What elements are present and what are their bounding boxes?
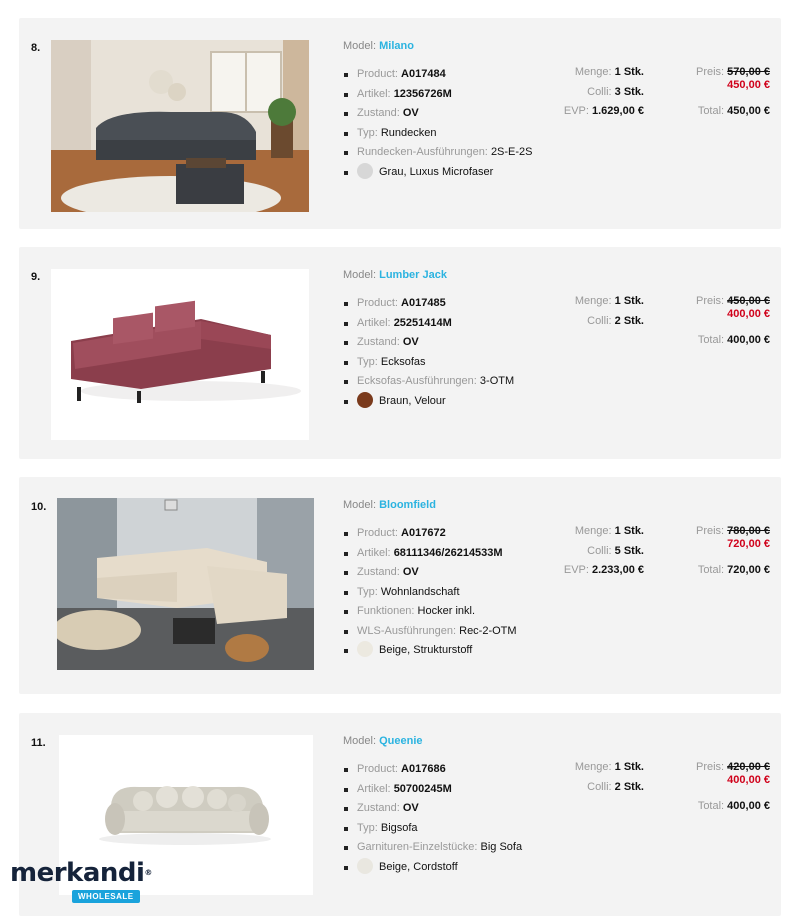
product-card [19, 247, 781, 459]
spec-artikel: Artikel: 50700245M [343, 780, 543, 800]
spec-list [343, 294, 543, 411]
old-price: 420,00 € [727, 761, 770, 773]
spec-zustand: Zustand: OV [343, 799, 543, 819]
quantity-block: Menge: 1 Stk. Colli: 2 Stk. [574, 761, 644, 793]
spec-zustand: Zustand: OV [343, 104, 543, 124]
price-block: Preis: 420,00 € 400,00 € Total: 400,00 € [695, 761, 770, 812]
model-name-link[interactable]: Bloomfield [379, 499, 436, 511]
spec-product: Product: A017686 [343, 760, 543, 780]
new-price: 400,00 € [727, 774, 770, 786]
model-line: Model: Bloomfield [343, 499, 436, 511]
product-image[interactable] [51, 269, 309, 440]
spec-artikel: Artikel: 68111346/26214533M [343, 544, 543, 564]
quantity-block: Menge: 1 Stk. Colli: 3 Stk. EVP: 1.629,00 € [563, 66, 644, 117]
item-number: 8. [31, 42, 41, 54]
spec-artikel: Artikel: 12356726M [343, 85, 543, 105]
spec-list [343, 524, 543, 661]
spec-artikel: Artikel: 25251414M [343, 314, 543, 334]
spec-product: Product: A017672 [343, 524, 543, 544]
spec-product: Product: A017485 [343, 294, 543, 314]
product-card [19, 18, 781, 229]
spec-list [343, 65, 543, 182]
new-price: 400,00 € [727, 308, 770, 320]
product-image[interactable] [57, 498, 314, 670]
product-card [19, 477, 781, 694]
color-swatch [357, 163, 373, 179]
old-price: 450,00 € [727, 295, 770, 307]
item-number: 11. [31, 737, 46, 749]
price-block: Preis: 570,00 € 450,00 € Total: 450,00 € [695, 66, 770, 117]
product-image[interactable] [51, 40, 309, 212]
spec-typ: Typ: Rundecken [343, 124, 543, 144]
spec-variant: Ecksofas-Ausführungen: 3-OTM [343, 372, 543, 392]
total-price: 720,00 € [727, 564, 770, 576]
model-name-link[interactable]: Queenie [379, 735, 423, 747]
merkandi-logo: merkandi® WHOLESALE [10, 858, 152, 901]
color-swatch [357, 641, 373, 657]
spec-typ: Typ: Wohnlandschaft [343, 583, 543, 603]
old-price: 570,00 € [727, 66, 770, 78]
total-price: 400,00 € [727, 334, 770, 346]
spec-color: Beige, Cordstoff [343, 858, 543, 878]
item-number: 10. [31, 501, 47, 513]
model-line: Model: Queenie [343, 735, 423, 747]
spec-variant: WLS-Ausführungen: Rec-2-OTM [343, 622, 543, 642]
item-number: 9. [31, 271, 41, 283]
price-block: Preis: 450,00 € 400,00 € Total: 400,00 € [695, 295, 770, 346]
new-price: 450,00 € [727, 79, 770, 91]
spec-color: Grau, Luxus Microfaser [343, 163, 543, 183]
spec-list [343, 760, 543, 877]
color-swatch [357, 392, 373, 408]
spec-variant: Garnituren-Einzelstücke: Big Sofa [343, 838, 543, 858]
spec-product: Product: A017484 [343, 65, 543, 85]
model-line: Model: Milano [343, 40, 414, 52]
spec-color: Braun, Velour [343, 392, 543, 412]
spec-typ: Typ: Bigsofa [343, 819, 543, 839]
new-price: 720,00 € [727, 538, 770, 550]
model-line: Model: Lumber Jack [343, 269, 447, 281]
total-price: 450,00 € [727, 105, 770, 117]
price-block: Preis: 780,00 € 720,00 € Total: 720,00 € [695, 525, 770, 576]
model-name-link[interactable]: Milano [379, 40, 414, 52]
spec-color: Beige, Strukturstoff [343, 641, 543, 661]
model-name-link[interactable]: Lumber Jack [379, 269, 447, 281]
color-swatch [357, 858, 373, 874]
total-price: 400,00 € [727, 800, 770, 812]
spec-funktionen: Funktionen: Hocker inkl. [343, 602, 543, 622]
spec-zustand: Zustand: OV [343, 563, 543, 583]
spec-zustand: Zustand: OV [343, 333, 543, 353]
quantity-block: Menge: 1 Stk. Colli: 2 Stk. [574, 295, 644, 327]
spec-variant: Rundecken-Ausführungen: 2S-E-2S [343, 143, 543, 163]
wholesale-badge: WHOLESALE [72, 890, 140, 903]
spec-typ: Typ: Ecksofas [343, 353, 543, 373]
quantity-block: Menge: 1 Stk. Colli: 5 Stk. EVP: 2.233,00 € [563, 525, 644, 576]
old-price: 780,00 € [727, 525, 770, 537]
